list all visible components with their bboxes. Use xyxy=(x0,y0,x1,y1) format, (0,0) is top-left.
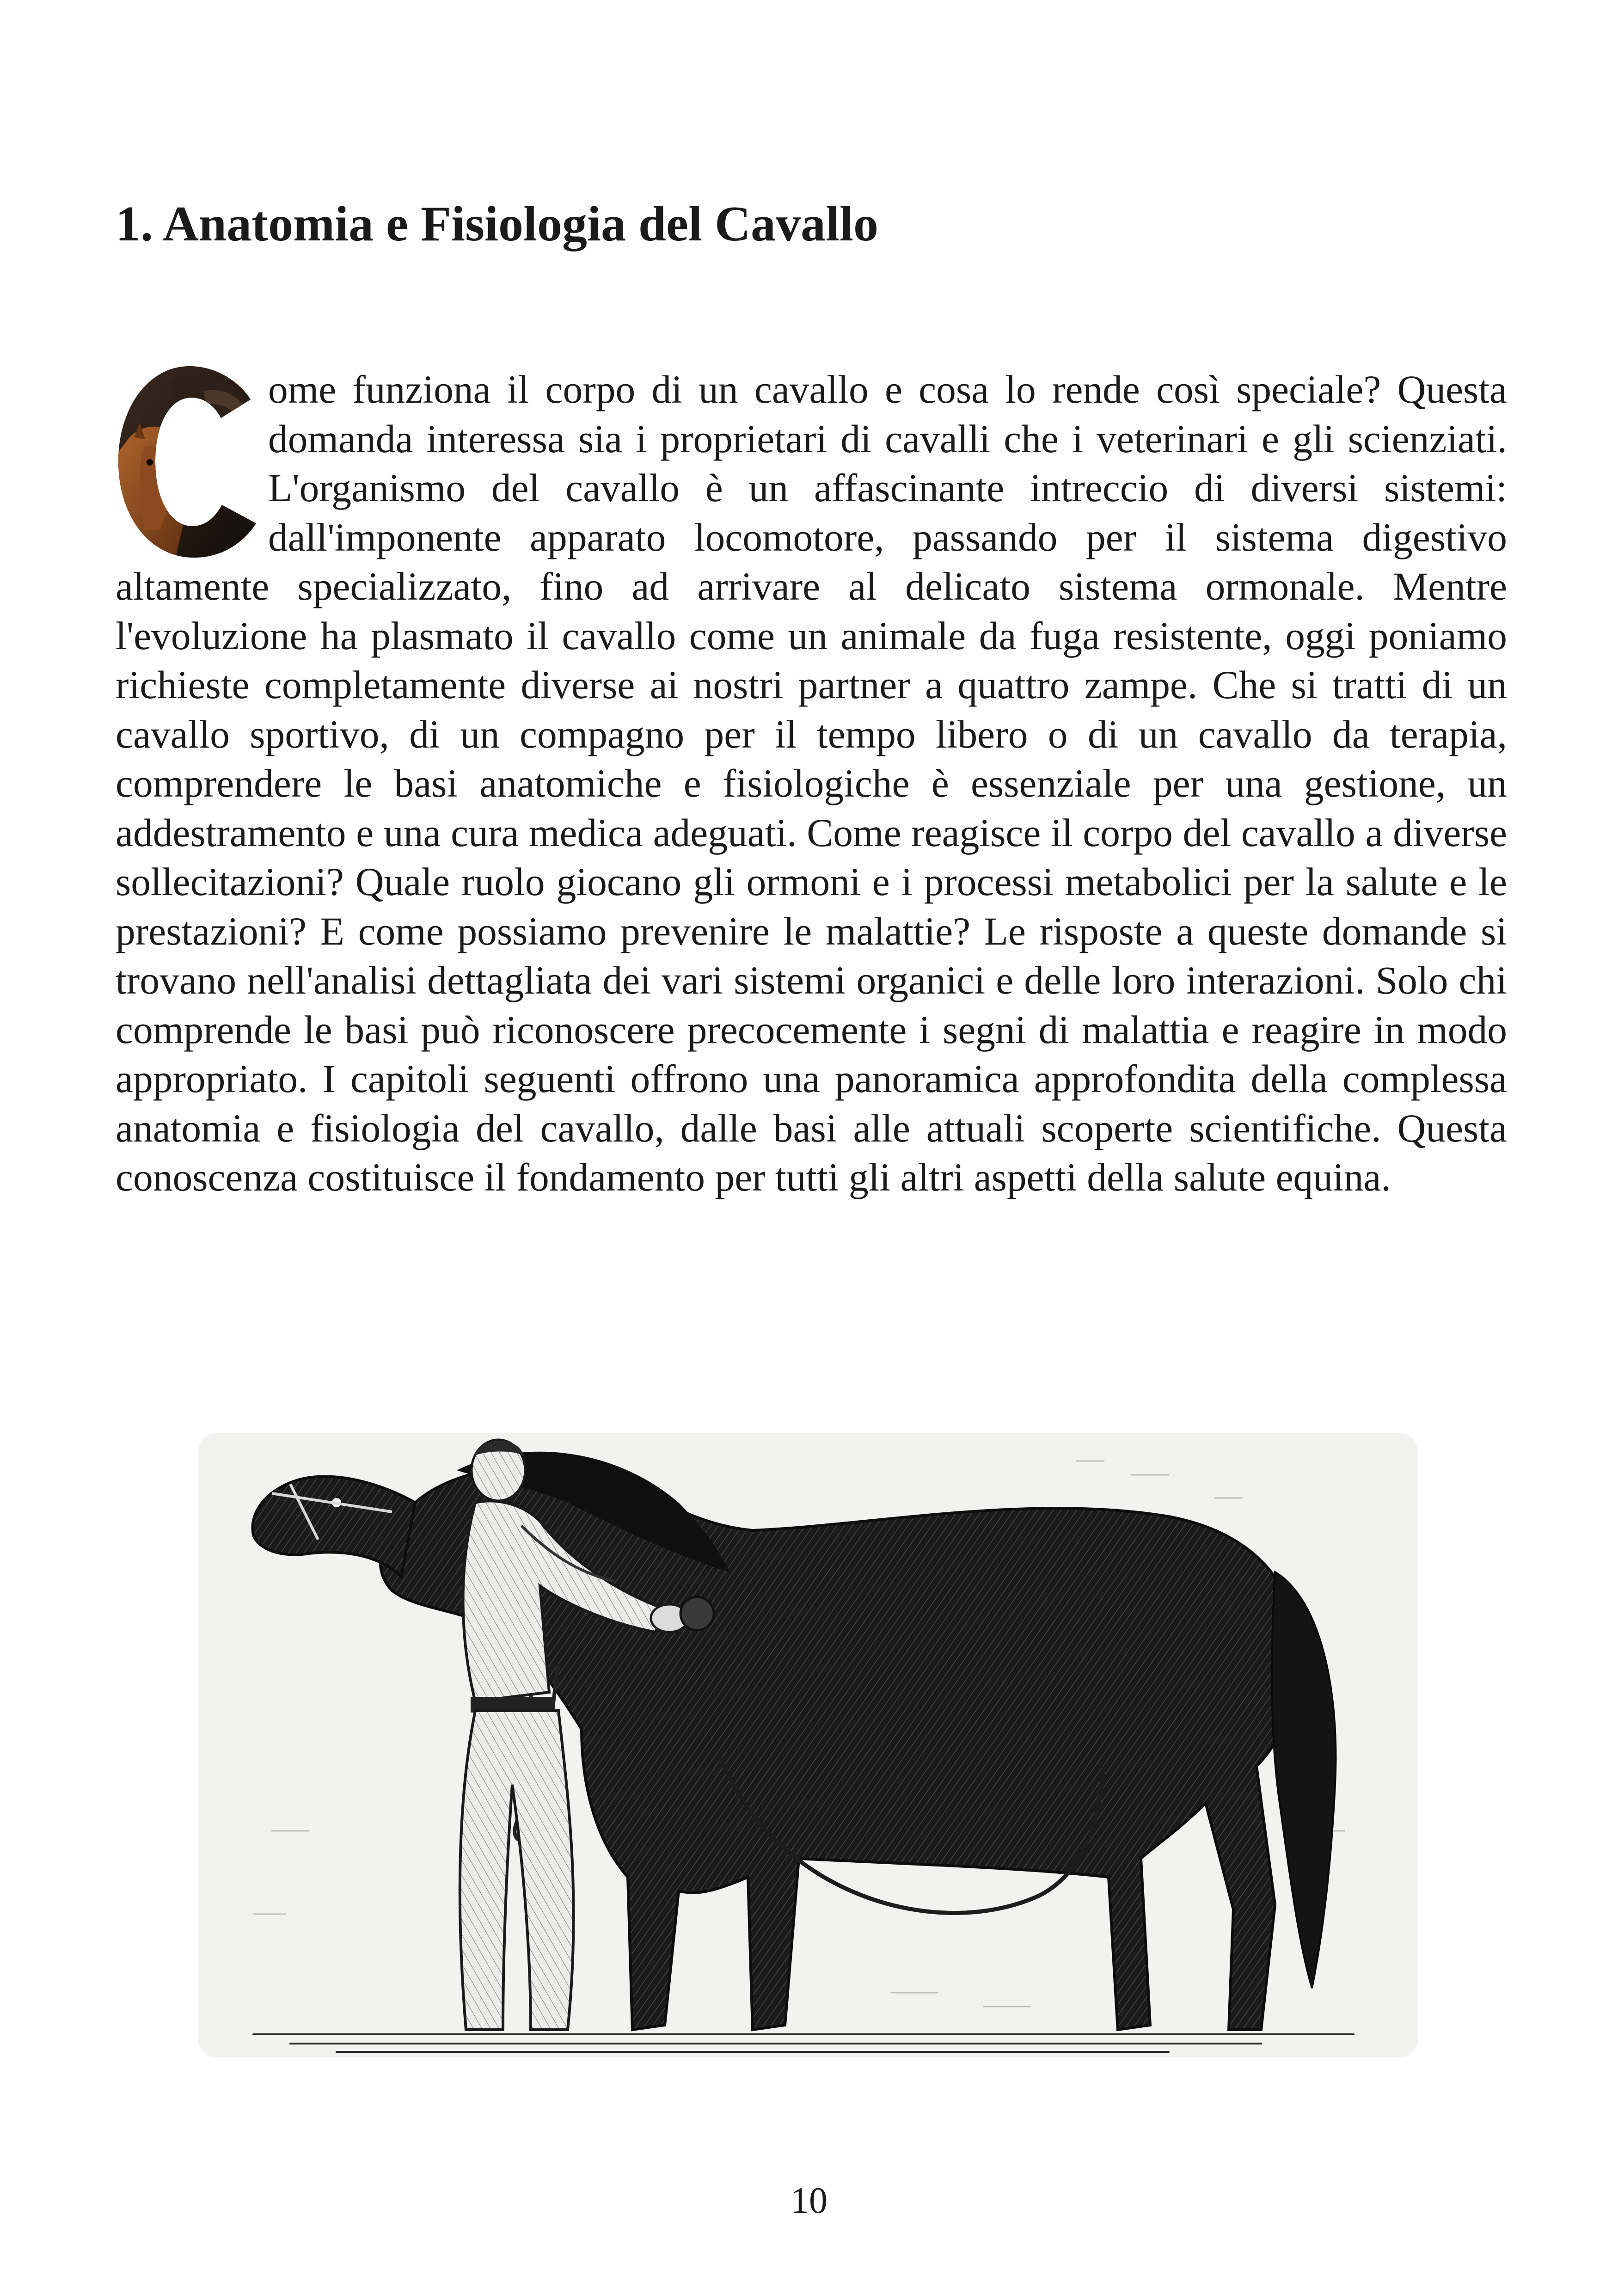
intro-paragraph xyxy=(116,365,1507,1203)
page-number: 10 xyxy=(791,2180,827,2221)
chapter-title: 1. Anatomia e Fisiologia del Cavallo xyxy=(116,196,879,252)
horse-illustration xyxy=(198,1433,1418,2057)
drop-cap-c-icon xyxy=(116,363,268,560)
intro-paragraph-text: ome funziona il corpo di un cavallo e cosa lo rende così speciale? Questa domanda interessa sia i proprietari di cavalli che i veterinari e gli scienziati. L'organismo del cavallo è un affascinante intreccio di diversi sistemi: dall'imponente apparato locomotore, passando per il sistema digestivo altamente specializzato, fino ad arrivare al delicato sistema ormonale. Mentre l'evoluzione ha plasmato il cavallo come un animale da fuga resistente, oggi poniamo richieste completamente diverse ai nostri partner a quattro zampe. Che si tratti di un cavallo sportivo, di un compagno per il tempo libero o di un cavallo da terapia, comprendere le basi anatomiche e fisiologiche è essenziale per una gestione, un addestramento e una cura medica adeguati. Come reagisce il corpo del cavallo a diverse sollecitazioni? Quale ruolo giocano gli ormoni e i processi metabolici per la salute e le prestazioni? E come possiamo prevenire le malattie? Le risposte a queste domande si trovano nell'analisi dettagliata dei vari sistemi organici e delle loro interazioni. Solo chi comprende le basi può riconoscere precocemente i segni di malattia e reagire in modo appropriato. I capitoli seguenti offrono una panoramica approfondita della complessa anatomia e fisiologia del cavallo, dalle basi alle attuali scoperte scientifiche. Questa conoscenza costituisce il fondamento per tutti gli altri aspetti della salute equina. xyxy=(116,368,1507,1199)
veterinarian-examining-horse-icon xyxy=(198,1433,1418,2057)
